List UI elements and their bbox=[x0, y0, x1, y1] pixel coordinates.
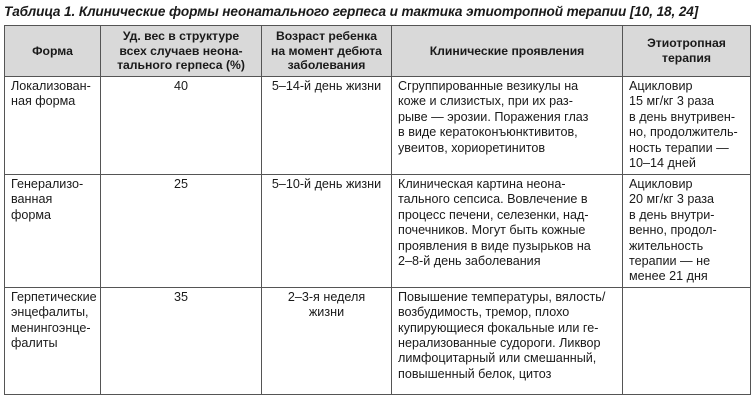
cell-form: Герпетические энцефалиты, менингоэнце- фалиты bbox=[5, 287, 101, 394]
header-symptoms: Клинические проявления bbox=[392, 26, 623, 77]
cell-form: Генерализо- ванная форма bbox=[5, 175, 101, 288]
cell-share: 35 bbox=[101, 287, 262, 394]
table-caption: Таблица 1. Клинические формы неонатального герпеса и тактика этиотропной терапии [10, 18, 24] bbox=[4, 4, 699, 19]
cell-therapy: Ацикловир 15 мг/кг 3 раза в день внутривен- но, продолжитель- ность терапии — 10–14 дней bbox=[623, 77, 751, 175]
table-row bbox=[5, 175, 751, 288]
cell-onset-age: 2–3-я неделя жизни bbox=[262, 287, 392, 394]
cell-form: Локализован- ная форма bbox=[5, 77, 101, 175]
cell-therapy bbox=[623, 287, 751, 394]
header-share: Уд. вес в структуре всех случаев неона- тального герпеса (%) bbox=[101, 26, 262, 77]
header-row bbox=[5, 26, 751, 77]
cell-share: 40 bbox=[101, 77, 262, 175]
header-form: Форма bbox=[5, 26, 101, 77]
cell-onset-age: 5–10-й день жизни bbox=[262, 175, 392, 288]
cell-symptoms: Повышение температуры, вялость/ возбудимость, тремор, плохо купирующиеся фокальные или ге- нерализованные судороги. Ликвор лимфоцитарный или смешанный, повышенный белок, цитоз bbox=[392, 287, 623, 394]
table-row bbox=[5, 287, 751, 394]
cell-therapy: Ацикловир 20 мг/кг 3 раза в день внутри- венно, продол- жительность терапии — не менее 21 дня bbox=[623, 175, 751, 288]
cell-symptoms: Сгруппированные везикулы на коже и слизистых, при их раз- рыве — эрозии. Поражения глаз в виде кератоконъюнктивитов, увеитов, хориоретинитов bbox=[392, 77, 623, 175]
herpes-forms-table bbox=[4, 25, 751, 395]
cell-onset-age: 5–14-й день жизни bbox=[262, 77, 392, 175]
cell-symptoms: Клиническая картина неона- тального сепсиса. Вовлечение в процесс печени, селезенки, над- почечников. Могут быть кожные проявления в виде пузырьков на 2–8-й день заболевания bbox=[392, 175, 623, 288]
cell-share: 25 bbox=[101, 175, 262, 288]
table-row bbox=[5, 77, 751, 175]
header-onset-age: Возраст ребенка на момент дебюта заболевания bbox=[262, 26, 392, 77]
header-therapy: Этиотропная терапия bbox=[623, 26, 751, 77]
